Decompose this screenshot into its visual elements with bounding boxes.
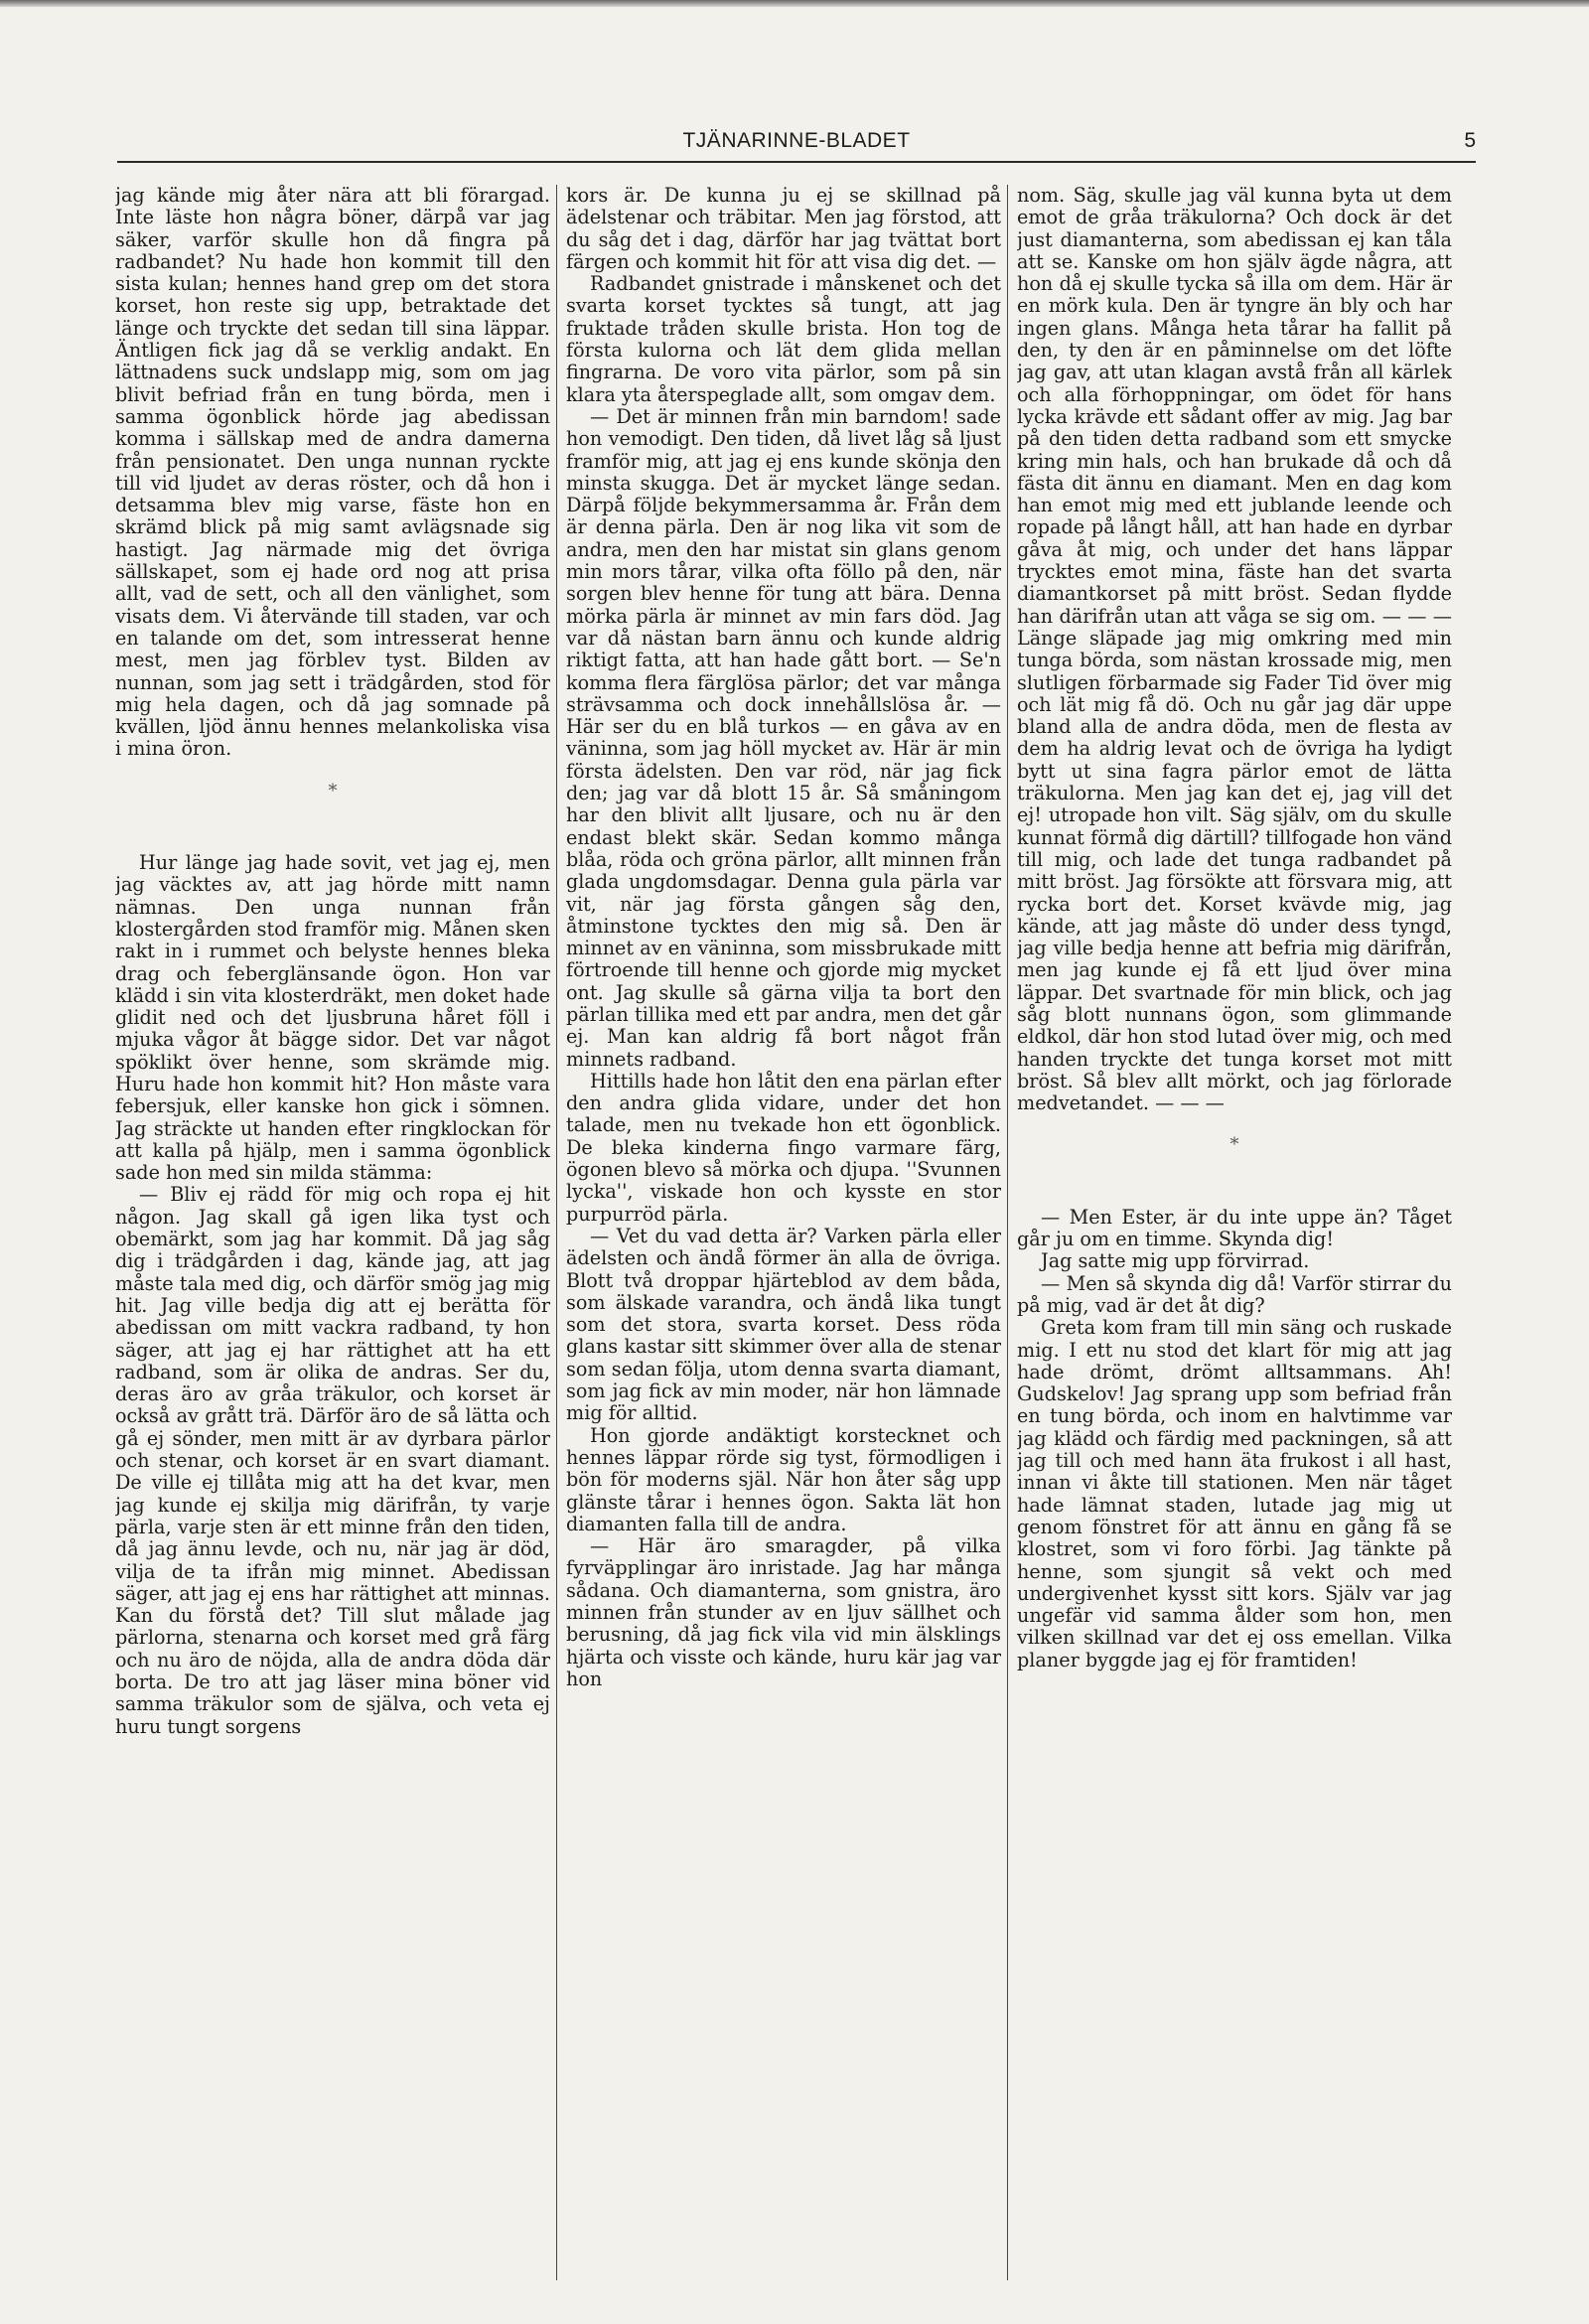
publication-title: TJÄNARINNE-BLADET [682,129,911,152]
paragraph: — Här äro smaragder, på vilka fyrväpplingar äro inristade. Jag har många sådana. Och diamanterna, som gnistra, äro minnen från stunder av en ljuv sällhet och berusning, då jag fick vila vid min älsklings hjärta och visste och kände, huru kär jag var hon [566,1534,1001,1690]
paragraph: — Men Ester, är du inte uppe än? Tåget går ju om en timme. Skynda dig! [1017,1205,1452,1251]
page-header [117,127,1476,163]
paragraph: — Bliv ej rädd för mig och ropa ej hit någon. Jag skall gå igen lika tyst och obemärkt, som jag har kommit. Då jag såg dig i trädgården i dag, kände jag, att jag måste tala med dig, och därför smög jag mig hit. Jag ville bedja dig att ej berätta för abedissan om mitt vackra radband, ty hon säger, att jag ej har rättighet att ha ett radband, som är olika de andras. Ser du, deras äro av gråa träkulor, och korset är också av grått trä. Därför äro de så lätta och gå ej sönder, men mitt är av dyrbara pärlor och stenar, och korset är en svart diamant. De ville ej tillåta mig att ha det kvar, men jag kunde ej skilja mig därifrån, ty varje pärla, varje sten är ett minne från den tiden, då jag ännu levde, och nu, när jag är död, vilja de ta ifrån mig minnet. Abedissan säger, att jag ej ens har rättighet att minnas. Kan du förstå det? Till slut målade jag pärlorna, stenarna och korset med grå färg och nu äro de nöjda, alla de andra döda där borta. De tro att jag läser mina böner vid samma träkulor som de själva, och veta ej huru tungt sorgens [115,1183,550,1738]
paragraph: — Det är minnen från min barndom! sade hon vemodigt. Den tiden, då livet låg så ljust framför mig, att jag ej ens kunde skönja den minsta skugga. Det är mycket länge sedan. Därpå följde bekymmersamma år. Från dem är denna pärla. Den är nog lika vit som de andra, men den har mistat sin glans genom min mors tårar, vilka ofta föllo på den, när sorgen blev henne för tung att bära. Denna mörka pärla är minnet av min fars död. Jag var då nästan barn ännu och kunde aldrig riktigt fatta, att han hade gått bort. — Se'n komma flera färglösa pärlor; det var många strävsamma och dock innehållslösa år. — Här ser du en blå turkos — en gåva av en väninna, som jag höll mycket av. Här är min första ädelsten. Den var röd, när jag fick den; jag var då blott 15 år. Så småningom har den blivit allt ljusare, och nu är den endast blekt skär. Sedan kommo många blåa, röda och gröna pärlor, allt minnen från glada ungdomsdagar. Denna gula pärla var vit, när jag första gången såg den, åtminstone tycktes den mig så. Den är minnet av en väninna, som missbrukade mitt förtroende till henne och gjorde mig mycket ont. Jag skulle så gärna vilja ta bort den pärlan tillika med ett par andra, men det går ej. Man kan aldrig få bort något från minnets radband. [566,404,1001,1071]
page-number: 5 [1464,129,1476,152]
section-separator: * [328,780,338,801]
paragraph: nom. Säg, skulle jag väl kunna byta ut dem emot de gråa träkulorna? Och dock är det just diamanterna, som abedissan ej kan tåla att se. Kanske om hon själv ägde några, att hon då ej skulle tycka så illa om dem. Här är en mörk kula. Den är tyngre än bly och har ingen glans. Många heta tårar ha fallit på den, ty den är en påminnelse om det löfte jag gav, att utan klagan avstå från all kärlek och alla förhoppningar, om ödet för hans lycka krävde ett sådant offer av mig. Jag bar på den tiden detta radband som ett smycke kring min hals, och han brukade då och då fästa dit ännu en diamant. Men en dag kom han emot mig med ett jublande leende och ropade på långt håll, att han hade en dyrbar gåva åt mig, och under det hans läppar trycktes emot mina, fäste han det svarta diamantkorset på mitt bröst. Sedan flydde han därifrån utan att våga se sig om. — — — Länge släpade jag mig omkring med min tunga börda, som nästan krossade mig, men slutligen förbarmade sig Fader Tid över mig och lät mig få dö. Och nu går jag där uppe bland alla de andra döda, men de flesta av dem ha aldrig levat och de övriga ha lydigt bytt ut sina fagra pärlor emot de lätta träkulorna. Men jag kan det ej, jag vill det ej! utropade hon vilt. Säg själv, om du skulle kunnat förmå dig därtill? tillfogade hon vänd till mig, och lade det tunga radbandet på mitt bröst. Jag försökte att försvara mig, att rycka bort det. Korset kvävde mig, jag kände, att jag måste dö under dess tyngd, jag ville bedja henne att befria mig därifrån, men jag kunde ej få ett ljud över mina läppar. Det svartnade för min blick, och jag såg blott nunnans ögon, som glimmande eldkol, där hon stod lutad över mig, och med handen tryckte det tunga korset mot mitt bröst. Så blev allt mörkt, och jag förlorade medvetandet. — — — [1017,185,1452,1115]
paragraph: — Vet du vad detta är? Varken pärla eller ädelsten och ändå förmer än alla de övriga. Blott två droppar hjärteblod av dem båda, som älskade varandra, och ändå lika tungt som det stora, svarta korset. Dess röda glans kastar sitt skimmer över alla de stenar som sedan följa, utom denna svarta diamant, som jag fick av min moder, när hon lämnade mig för alltid. [566,1224,1001,1425]
column-3 [1017,185,1452,2290]
paragraph: Jag satte mig upp förvirrad. [1041,1249,1310,1273]
column-rule [556,185,557,2280]
paragraph: Hon gjorde andäktigt korstecknet och hennes läppar rörde sig tyst, förmodligen i bön för moderns själ. När hon åter såg upp glänste tårar i hennes ögon. Sakta lät hon diamanten falla till de andra. [566,1423,1001,1535]
column-rule [1007,185,1008,2280]
column-1 [115,185,550,2290]
section-separator: * [1229,1134,1239,1156]
column-2 [566,185,1001,2290]
paragraph: kors är. De kunna ju ej se skillnad på ädelstenar och träbitar. Men jag förstod, att du såg det i dag, därför har jag tvättat bort färgen och kommit hit för att visa dig det. — [566,185,1001,273]
paragraph: Radbandet gnistrade i månskenet och det svarta korset tycktes så tungt, att jag fruktade tråden skulle brista. Hon tog de första kulorna och lät dem glida mellan fingrarna. De voro vita pärlor, som på sin klara yta återspeglade allt, som omgav dem. [566,272,1001,406]
paragraph: Hittills hade hon låtit den ena pärlan efter den andra glida vidare, under det hon talade, men nu tvekade hon ett ögonblick. De bleka kinderna fingo varmare färg, ögonen blevo så mörka och djupa. ''Svunnen lycka'', viskade hon och kysste en stor purpurröd pärla. [566,1069,1001,1226]
paragraph: — Men så skynda dig då! Varför stirrar du på mig, vad är det åt dig? [1017,1271,1452,1317]
scan-top-edge [0,0,1589,7]
paragraph: Greta kom fram till min säng och ruskade mig. I ett nu stod det klart för mig att jag hade drömt, drömt alltsammans. Ah! Gudskelov! Jag sprang upp som befriad från en tung börda, och inom en halvtimme var jag klädd och färdig med packningen, så att jag till och med hann äta frukost i all hast, innan vi åkte till stationen. Men när tåget hade lämnat staden, lutade jag mig ut genom fönstret för att ännu en gång få se klostret, som vi foro förbi. Jag tänkte på henne, som sjungit så vekt och med undergivenhet kysst sitt kors. Själv var jag ungefär vid samma ålder som hon, men vilken skillnad var det ej oss emellan. Vilka planer byggde jag ej för framtiden! [1017,1316,1452,1671]
paragraph: jag kände mig åter nära att bli förargad. Inte läste hon några böner, därpå var jag säker, varför skulle hon då fingra på radbandet? Nu hade hon kommit till den sista kulan; hennes hand grep om det stora korset, hon reste sig upp, betraktade det länge och tryckte det sedan till sina läppar. Äntligen fick jag då se verklig andakt. En lättnadens suck undslapp mig, som om jag blivit befriad från en tung börda, men i samma ögonblick hörde jag abedissan komma i sällskap med de andra damerna från pensionatet. Den unga nunnan ryckte till vid ljudet av deras röster, och då hon i detsamma blev mig varse, fäste hon en skrämd blick på mig samt avlägsnade sig hastigt. Jag närmade mig det övriga sällskapet, som ej hade ord nog att prisa allt, vad de sett, och all den vänlighet, som visats dem. Vi återvände till staden, var och en talande om det, som intresserat henne mest, men jag förblev tyst. Bilden av nunnan, som jag sett i trädgården, stod för mig hela dagen, och då jag somnade på kvällen, ljöd ännu hennes melankoliska visa i mina öron. [115,185,550,761]
paragraph: Hur länge jag hade sovit, vet jag ej, men jag väcktes av, att jag hörde mitt namn nämnas. Den unga nunnan från klostergården stod framför mig. Månen sken rakt in i rummet och belyste hennes bleka drag och feberglänsande ögon. Hon var klädd i sin vita klosterdräkt, men doket hade glidit ned och det ljusbruna håret föll i mjuka vågor åt bägge sidor. Det var något spöklikt över henne, som skrämde mig. Huru hade hon kommit hit? Hon måste vara febersjuk, eller kanske hon gick i sömnen. Jag sträckte ut handen efter ringklockan för att kalla på hjälp, men i samma ögonblick sade hon med sin milda stämma: [115,851,550,1185]
